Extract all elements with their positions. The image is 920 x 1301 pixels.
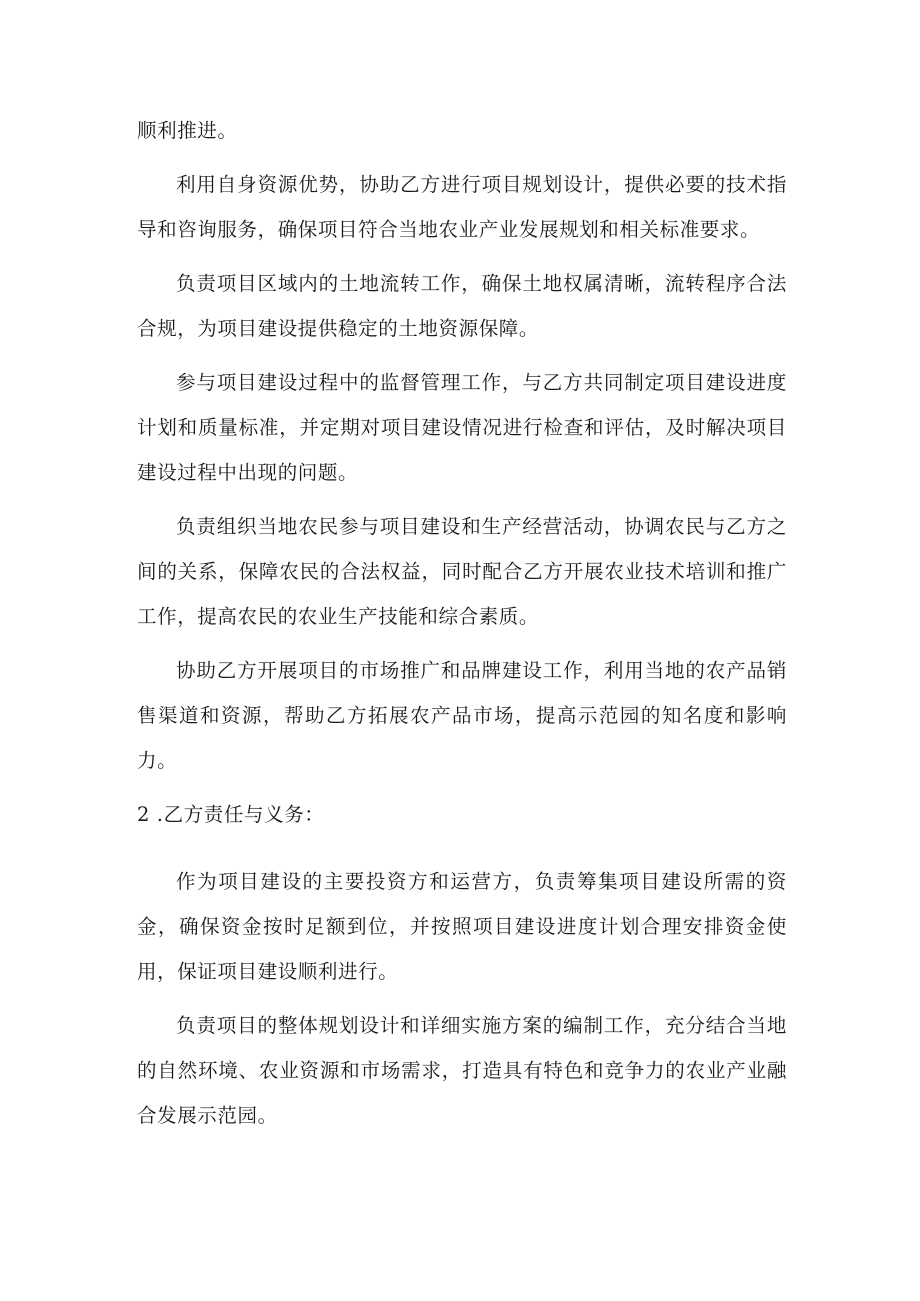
paragraph: 负责组织当地农民参与项目建设和生产经营活动，协调农民与乙方之间的关系，保障农民的合法权益，同时配合乙方开展农业技术培训和推广工作，提高农民的农业生产技能和综合素质。	[137, 515, 787, 628]
paragraph: 利用自身资源优势，协助乙方进行项目规划设计，提供必要的技术指导和咨询服务，确保项目符合当地农业产业发展规划和相关标准要求。	[137, 173, 787, 241]
paragraph: 参与项目建设过程中的监督管理工作，与乙方共同制定项目建设进度计划和质量标准，并定期对项目建设情况进行检查和评估，及时解决项目建设过程中出现的问题。	[137, 371, 787, 484]
paragraph: 作为项目建设的主要投资方和运营方，负责筹集项目建设所需的资金，确保资金按时足额到位，并按照项目建设进度计划合理安排资金使用，保证项目建设顺利进行。	[137, 870, 787, 983]
paragraph: 协助乙方开展项目的市场推广和品牌建设工作，利用当地的农产品销售渠道和资源，帮助乙方拓展农产品市场，提高示范园的知名度和影响力。	[137, 659, 787, 772]
paragraph-continuation: 顺利推进。	[137, 119, 238, 142]
paragraph: 负责项目区域内的土地流转工作，确保土地权属清晰，流转程序合法合规，为项目建设提供稳定的土地资源保障。	[137, 272, 787, 340]
paragraph: 负责项目的整体规划设计和详细实施方案的编制工作，充分结合当地的自然环境、农业资源和市场需求，打造具有特色和竞争力的农业产业融合发展示范园。	[137, 1014, 787, 1127]
section-heading: 2 .乙方责任与义务：	[137, 803, 325, 826]
document-body	[137, 108, 787, 1147]
